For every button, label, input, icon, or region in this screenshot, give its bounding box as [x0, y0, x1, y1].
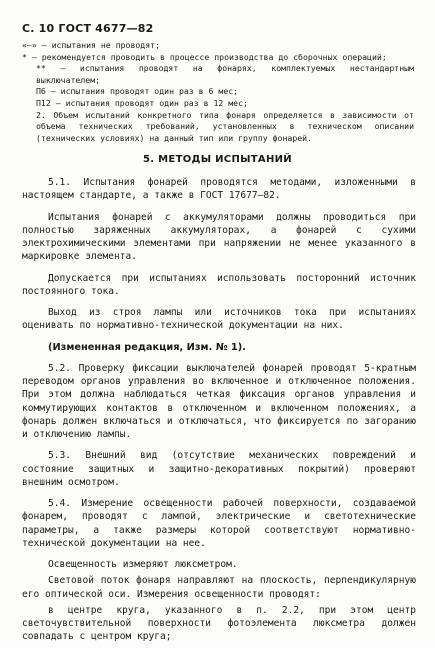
note-line: П12 — испытания проводят один раз в 12 мес; [36, 97, 248, 108]
paragraph: Освещенность измеряют люксметром. [48, 559, 238, 570]
paragraph: 5.2. Проверку фиксации выключателей фонарей проводят 5-кратным переводом органов управления во включенное и отключенное положения. При этом должна наблюдаться четкая фиксация органов управления и коммутирующих контактов в отключенном и включенном положениях, а фонарь должен включаться и отключаться, что фиксируется по загоранию и отключению лампы. [22, 362, 416, 440]
paragraph: Испытания фонарей с аккумуляторами должны проводиться при полностью заряженных аккумуляторах, а фонарей с сухими электрохимическими элементами при напряжении не менее указанного в маркировке элемента. [22, 211, 416, 263]
paragraph: Световой поток фонаря направляют на плоскость, перпендикулярную его оптической оси. Измерения освещенности проводят: [22, 575, 416, 600]
running-title: С. 10 ГОСТ 4677—82 [22, 22, 154, 35]
note-line: ** — испытания проводят на фонарях, комплектуемых нестандартным выключателем; [36, 63, 414, 85]
paragraph: 5.1. Испытания фонарей проводятся методами, изложенными в настоящем стандарте, а также в ГОСТ 17677—82. [22, 177, 416, 202]
section-body [22, 176, 416, 652]
paragraph: 5.3. Внешний вид (отсутствие механических повреждений и состояние защитных и защитно-декоративных покрытий) проверяют внешним осмотром. [22, 450, 416, 488]
paragraph: 5.4. Измерение освещенности рабочей поверхности, создаваемой фонарем, проводят с лампой, электрические и светотехнические параметры, а также размеры которой соответствуют нормативно-технической документации на нее. [22, 498, 416, 549]
paragraph: Выход из строя лампы или источников тока при испытаниях оценивать по нормативно-технической документации на них. [22, 307, 416, 332]
table-notes [22, 40, 414, 144]
note-line: * — рекомендуется проводить в процессе производства до сборочных операций; [22, 51, 387, 62]
amendment-note: (Измененная редакция, Изм. № 1). [48, 341, 246, 353]
paragraph: в центре круга, указанного в п. 2.2, при этом центр светочувствительной поверхности фотоэлемента люксметра должен совпадать с центром круга; [22, 604, 416, 643]
note-line: «—» — испытания не проводят; [22, 40, 161, 50]
note-line: 2. Объем испытаний конкретного типа фонаря определяется в зависимости от объема технических требований, установленных в техническом описании (технических условиях) на данный тип или группу фонарей. [36, 109, 414, 143]
paragraph: Допускается при испытаниях использовать посторонний источник постоянного тока. [22, 272, 416, 297]
section-title: 5. МЕТОДЫ ИСПЫТАНИЙ [143, 154, 292, 165]
note-line: П6 — испытания проводят один раз в 6 мес; [36, 86, 239, 97]
